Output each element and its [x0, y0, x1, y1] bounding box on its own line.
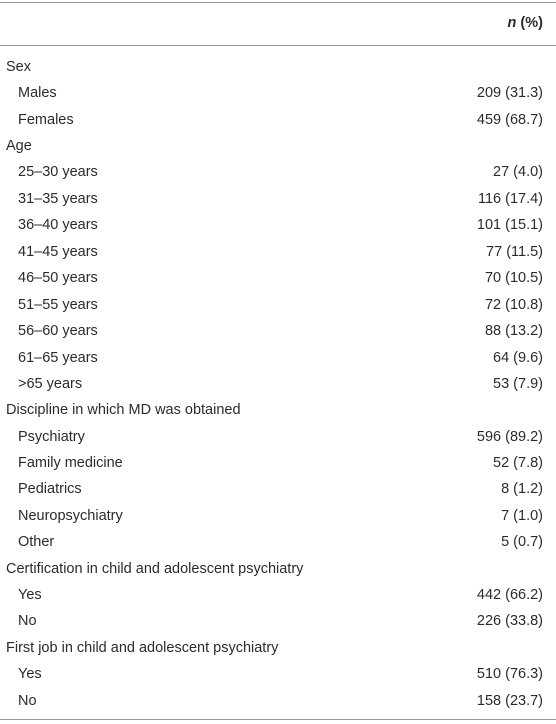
top-rule	[0, 2, 556, 3]
header-rule	[0, 45, 556, 46]
bottom-rule	[0, 719, 556, 720]
column-header-n-percent: n (%)	[507, 15, 543, 31]
